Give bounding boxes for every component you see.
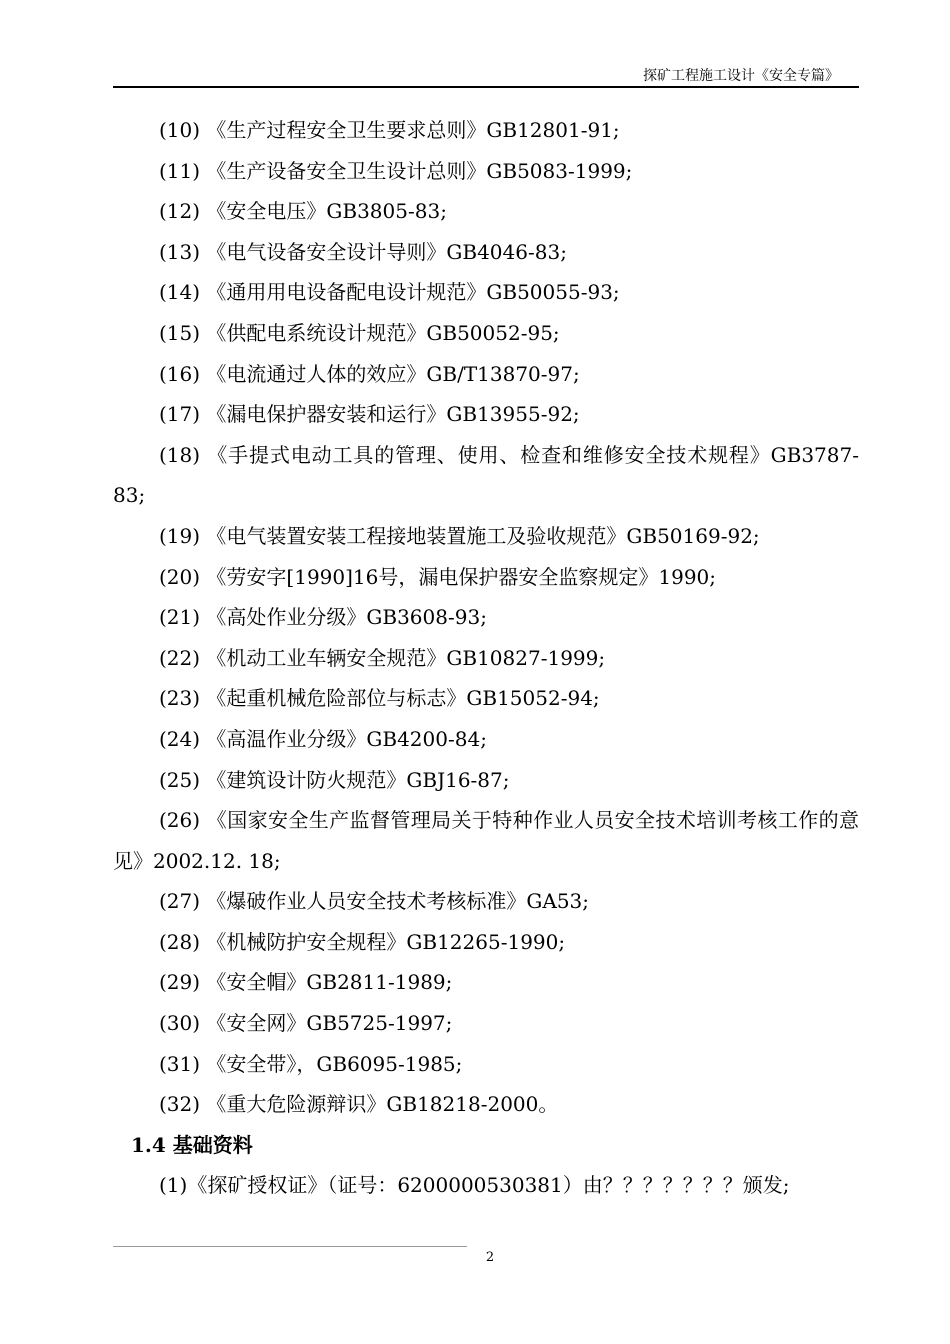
reference-item: (11) 《生产设备安全卫生设计总则》GB5083-1999;: [159, 158, 633, 183]
reference-item: (31) 《安全带》，GB6095-1985;: [159, 1051, 463, 1076]
reference-item: (26) 《国家安全生产监督管理局关于特种作业人员安全技术培训考核工作的意见》2002.12. 18;: [113, 808, 859, 873]
document-body: [113, 110, 859, 1206]
reference-item: (24) 《高温作业分级》GB4200-84;: [159, 726, 487, 751]
reference-item: (12) 《安全电压》GB3805-83;: [159, 199, 447, 224]
reference-item: (27) 《爆破作业人员安全技术考核标准》GA53;: [159, 889, 590, 914]
reference-item: (10) 《生产过程安全卫生要求总则》GB12801-91;: [159, 118, 620, 142]
reference-item: (18) 《手提式电动工具的管理、使用、检查和维修安全技术规程》GB3787-83;: [113, 442, 859, 508]
reference-item: (17) 《漏电保护器安装和运行》GB13955-92;: [159, 402, 580, 427]
footer-divider: [113, 1246, 467, 1247]
header-title: 探矿工程施工设计《安全专篇》: [643, 68, 839, 84]
reference-item: (21) 《高处作业分级》GB3608-93;: [159, 605, 487, 630]
page-header: [113, 64, 859, 88]
reference-item: (13) 《电气设备安全设计导则》GB4046-83;: [159, 239, 567, 264]
section-heading: 1.4 基础资料: [131, 1132, 253, 1157]
section-item: (1)《探矿授权证》（证号：6200000530381）由？？？？？？？颁发;: [159, 1173, 790, 1198]
reference-item: (23) 《起重机械危险部位与标志》GB15052-94;: [159, 686, 600, 711]
reference-item: (15) 《供配电系统设计规范》GB50052-95;: [159, 320, 560, 345]
reference-item: (28) 《机械防护安全规程》GB12265-1990;: [159, 929, 566, 954]
reference-item: (32) 《重大危险源辩识》GB18218-2000。: [159, 1092, 559, 1117]
reference-item: (22) 《机动工业车辆安全规范》GB10827-1999;: [159, 645, 606, 670]
reference-item: (19) 《电气装置安装工程接地装置施工及验收规范》GB50169-92;: [159, 523, 760, 548]
reference-item: (16) 《电流通过人体的效应》GB/T13870-97;: [159, 361, 580, 386]
reference-item: (20) 《劳安字[1990]16号，漏电保护器安全监察规定》1990;: [159, 564, 717, 589]
page-number: 2: [485, 1250, 495, 1265]
reference-item: (29) 《安全帽》GB2811-1989;: [159, 970, 453, 995]
reference-item: (25) 《建筑设计防火规范》GBJ16-87;: [159, 767, 510, 792]
reference-item: (14) 《通用用电设备配电设计规范》GB50055-93;: [159, 280, 620, 305]
reference-item: (30) 《安全网》GB5725-1997;: [159, 1011, 453, 1036]
